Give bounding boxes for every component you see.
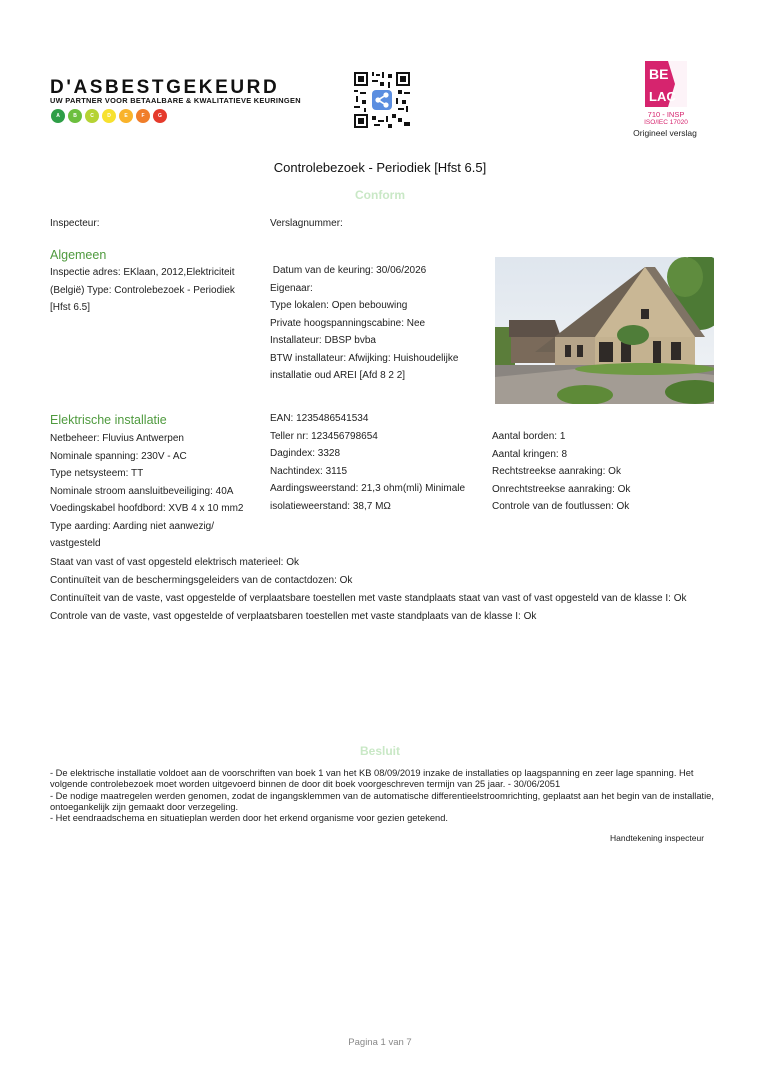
belac-iso: ISO/IEC 17020 [644, 119, 688, 126]
status-conform: Conform [355, 188, 405, 202]
inspector-label: Inspecteur: [50, 218, 100, 229]
algemeen-right-line: Type lokalen: Open bebouwing [270, 300, 408, 311]
original-report-label: Origineel verslag [633, 128, 697, 138]
inspection-check-line: Continuïteit van de beschermingsgeleiders van de contactdozen: Ok [50, 575, 353, 586]
elektrisch-field: Aantal borden: 1 [492, 431, 566, 442]
signature-label: Handtekening inspecteur [610, 833, 705, 843]
algemeen-right-line: Private hoogspanningscabine: Nee [270, 317, 426, 329]
elektrisch-field: isolatieweerstand: 38,7 MΩ [270, 500, 391, 512]
elektrisch-col3 [492, 428, 712, 516]
energy-dot: D [102, 109, 116, 123]
algemeen-right-line: installatie oud AREI [Afd 8 2 2] [270, 370, 406, 381]
report-number-label: Verslagnummer: [270, 218, 343, 229]
algemeen-right-line: Eigenaar: [270, 282, 313, 294]
elektrisch-field: vastgesteld [50, 538, 101, 549]
algemeen-right-line: BTW installateur: Afwijking: Huishoudelijke [270, 352, 459, 364]
elektrisch-field: Nachtindex: 3115 [270, 465, 348, 477]
belac-logo [645, 61, 687, 107]
energy-dot: E [119, 109, 133, 123]
belac-logo-text-be: BE [649, 66, 669, 82]
besluit-paragraph: - Het eendraadschema en situatieplan werden door het erkend organisme voor gezien getekend. [50, 813, 448, 824]
algemeen-left [50, 264, 260, 317]
elektrisch-field: Controle van de foutlussen: Ok [492, 501, 630, 512]
page-number: Pagina 1 van 7 [348, 1037, 412, 1048]
belac-logo-text-lac: LAC [649, 89, 676, 104]
energy-dot: B [68, 109, 82, 123]
elektrisch-col1 [50, 430, 265, 553]
energy-dot: A [51, 109, 65, 123]
elektrisch-field: Onrechtstreekse aanraking: Ok [492, 483, 631, 495]
elektrisch-field: Voedingskabel hoofdbord: XVB 4 x 10 mm2 [50, 503, 244, 514]
elektrisch-field: Type aarding: Aarding niet aanwezig/ [50, 520, 214, 532]
algemeen-left-line: [Hfst 6.5] [50, 302, 91, 313]
elektrisch-field: Aantal kringen: 8 [492, 448, 568, 460]
elektrisch-col2 [270, 410, 485, 515]
elektrisch-field: EAN: 1235486541534 [270, 413, 369, 424]
elektrisch-field: Rechtstreekse aanraking: Ok [492, 466, 621, 477]
inspection-check-line: Controle van de vaste, vast opgestelde of verplaatsbaren toestellen met vaste standplaats van de klasse I: Ok [50, 611, 537, 622]
elektrisch-field: Teller nr: 123456798654 [270, 430, 378, 442]
belac-number: 710 - INSP [647, 110, 685, 119]
section-besluit-heading: Besluit [359, 744, 400, 758]
besluit-paragraph: - De nodige maatregelen werden genomen, zodat de ingangsklemmen van de automatische differentieelstroomrichting, geplaatst aan het begin van de installatie, ontoegankelijk zijn gemaakt door verzegeling. [50, 790, 714, 812]
elektrisch-field: Netbeheer: Fluvius Antwerpen [50, 433, 184, 444]
elektrisch-field: Aardingsweerstand: 21,3 ohm(mli) Minimale [270, 483, 466, 494]
section-algemeen-heading: Algemeen [50, 248, 107, 262]
inspection-check-line: Staat van vast of vast opgesteld elektrisch materieel: Ok [50, 557, 300, 568]
elektrisch-field: Nominale spanning: 230V - AC [50, 450, 187, 462]
energy-dot: G [153, 109, 167, 123]
algemeen-right [270, 262, 490, 385]
algemeen-right-line: Installateur: DBSP bvba [270, 335, 376, 346]
besluit-body [50, 768, 720, 824]
elektrisch-field: Type netsysteem: TT [50, 468, 144, 479]
algemeen-left-line: Inspectie adres: EKlaan, 2012,Elektriciteit [50, 267, 235, 278]
house-photo [495, 257, 714, 404]
brand-tagline: UW PARTNER VOOR BETAALBARE & KWALITATIEVE KEURINGEN [50, 96, 301, 105]
energy-dot: C [85, 109, 99, 123]
besluit-paragraph: - De elektrische installatie voldoet aan de voorschriften van boek 1 van het KB 08/09/2019 inzake de installaties op laagspanning en zeer lage spanning. Het volgende controlebezoek moet worden uitgevoerd binnen de door dit boek voorgeschreven termijn van 25 jaar. - 30/06/2051 [50, 768, 694, 790]
algemeen-left-line: (België) Type: Controlebezoek - Periodiek [50, 284, 235, 296]
page-title: Controlebezoek - Periodiek [Hfst 6.5] [273, 160, 487, 175]
qr-code-icon [354, 72, 410, 128]
algemeen-right-line: Datum van de keuring: 30/06/2026 [270, 265, 427, 276]
elektrisch-field: Dagindex: 3328 [270, 448, 341, 459]
energy-label-dots [51, 109, 167, 123]
elektrisch-field: Nominale stroom aansluitbeveiliging: 40A [50, 485, 234, 497]
inspection-check-line: Continuïteit van de vaste, vast opgestelde of verplaatsbare toestellen met vaste standplaats staat van vast of vast opgesteld van de klasse I: Ok [50, 593, 687, 604]
energy-dot: F [136, 109, 150, 123]
brand-name: D'ASBESTGEKEURD [50, 77, 280, 98]
section-elektrisch-heading: Elektrische installatie [50, 413, 167, 427]
